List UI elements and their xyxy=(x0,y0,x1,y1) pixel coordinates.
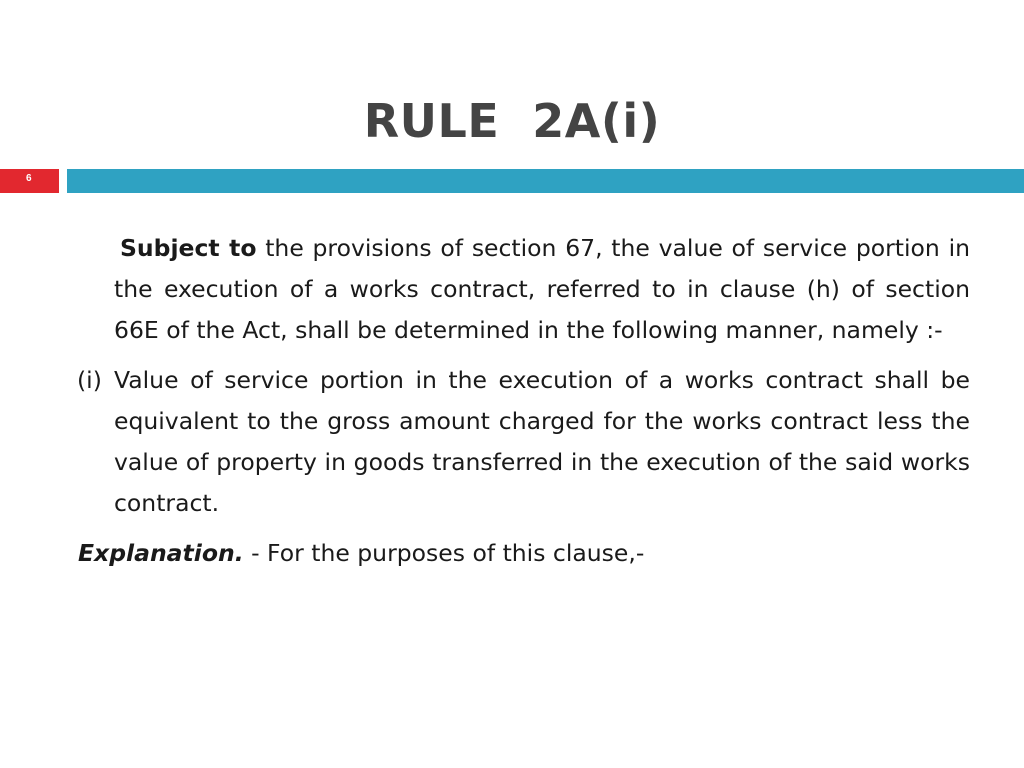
title-accent-bar xyxy=(67,169,1024,193)
explanation-text: - For the purposes of this clause,- xyxy=(243,539,645,567)
slide-number: 6 xyxy=(26,173,32,184)
explanation-lead: Explanation. xyxy=(78,539,244,567)
slide-title: RULE 2A(i) xyxy=(363,94,661,148)
intro-lead: Subject to xyxy=(120,234,257,262)
intro-text: the provisions of section 67, the value of service portion in the execution of a works contract, referred to in clause (h) of section 66E of the Act, shall be determined in the following manner, namely :- xyxy=(114,234,970,344)
explanation-paragraph xyxy=(78,533,970,574)
slide-body xyxy=(0,228,1024,574)
clause-i-label: (i) xyxy=(77,366,102,394)
clause-i-paragraph xyxy=(77,360,970,524)
slide-number-bar xyxy=(0,169,59,193)
intro-paragraph xyxy=(114,228,970,351)
clause-i-text: Value of service portion in the execution of a works contract shall be equivalent to the gross amount charged for the works contract less the value of property in goods transferred in the execution of the said works contract. xyxy=(114,366,970,517)
